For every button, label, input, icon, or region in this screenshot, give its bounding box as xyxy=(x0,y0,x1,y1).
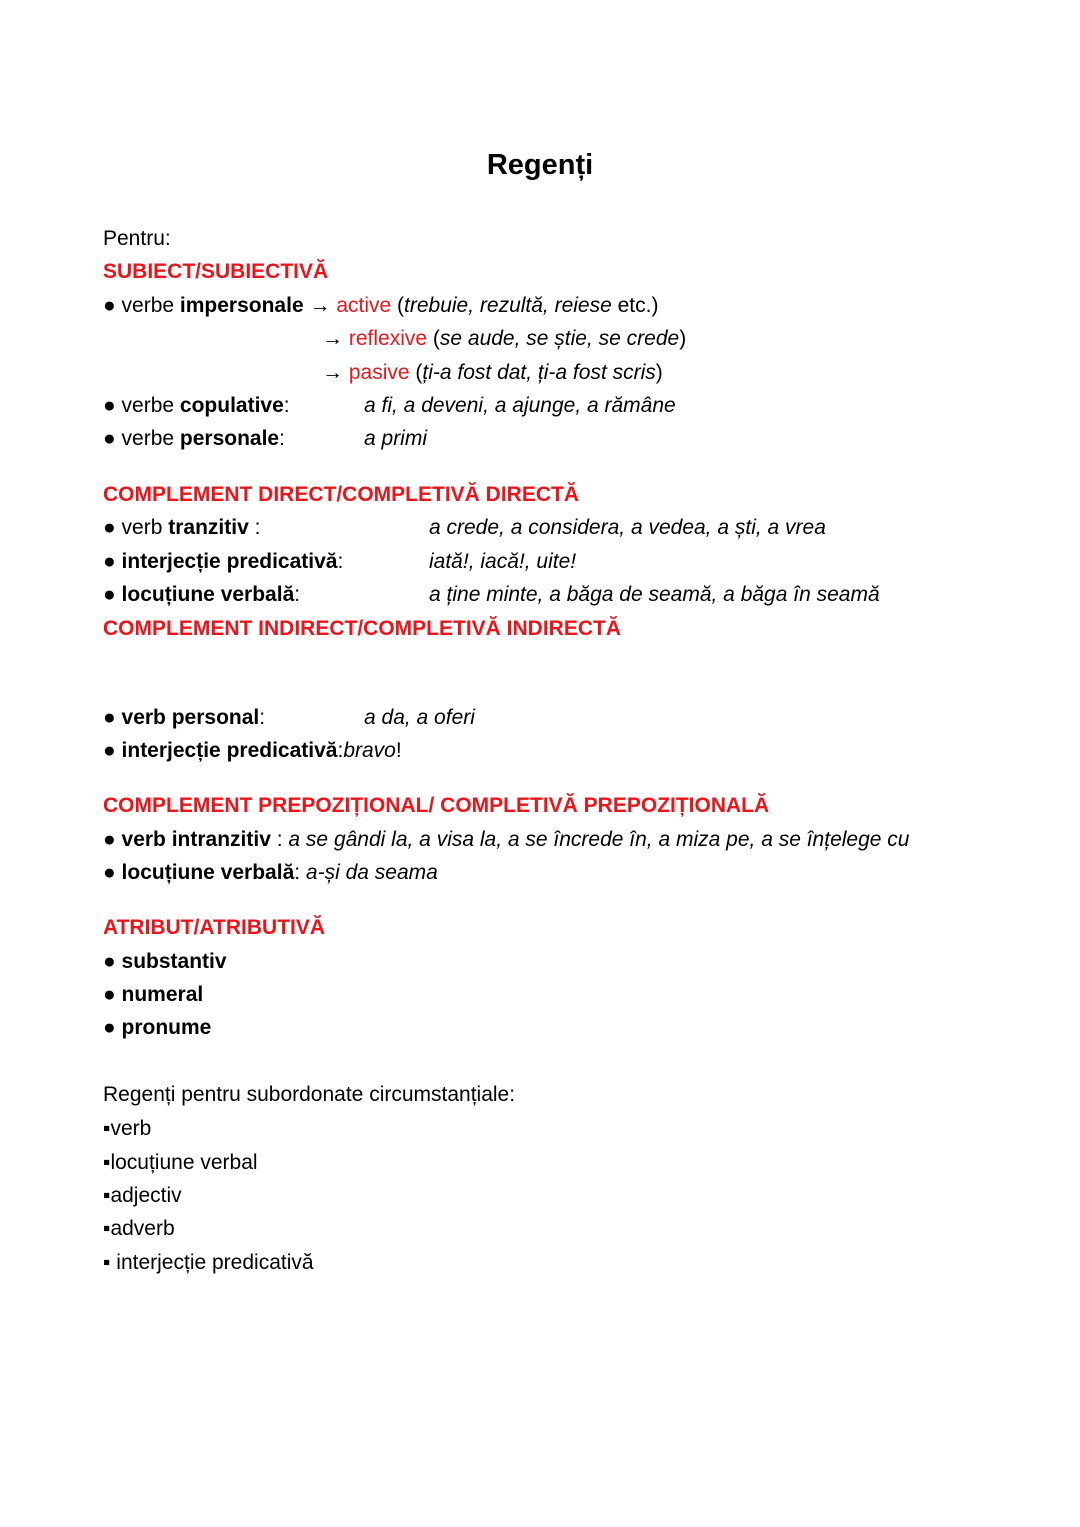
label-bold: personale xyxy=(179,427,280,450)
paren-open: ( xyxy=(409,361,423,384)
section-heading-subiect: SUBIECT/SUBIECTIVĂ xyxy=(103,260,329,283)
paren-close: etc.) xyxy=(611,294,659,317)
bullet: ● xyxy=(103,1016,116,1039)
atribut-label: substantiv xyxy=(121,950,227,973)
colon: : xyxy=(279,427,285,450)
subiect-pasive-row xyxy=(322,358,663,388)
label-prefix: verb xyxy=(121,516,163,539)
label-prefix: verbe xyxy=(121,294,175,317)
ci-item-1 xyxy=(103,703,265,733)
examples: trebuie, rezultă, reiese xyxy=(404,294,612,317)
atribut-label: numeral xyxy=(121,983,204,1006)
label-prefix: verbe xyxy=(121,427,175,450)
circumstantiale-intro: Regenți pentru subordonate circumstanțiale: xyxy=(103,1083,516,1106)
arrow: → xyxy=(322,327,343,350)
cp-item-1 xyxy=(103,825,909,855)
exclamation: ! xyxy=(395,739,402,762)
circumstantiale-label: adverb xyxy=(110,1217,175,1240)
examples: se aude, se știe, se crede xyxy=(439,327,680,350)
colon: : xyxy=(270,828,289,851)
label-prefix: verbe xyxy=(121,394,175,417)
circumstantiale-item xyxy=(103,1248,314,1278)
bullet: ● xyxy=(103,983,116,1006)
bullet: ● xyxy=(103,294,116,317)
paren-open: ( xyxy=(427,327,440,350)
circumstantiale-item xyxy=(103,1214,175,1244)
examples: a-și da seama xyxy=(305,861,438,884)
intro-text: Pentru: xyxy=(103,227,171,250)
bullet: ● xyxy=(103,739,116,762)
examples: ți-a fost dat, ți-a fost scris xyxy=(422,361,656,384)
atribut-label: pronume xyxy=(121,1016,212,1039)
bullet: ● xyxy=(103,861,116,884)
bullet: ● xyxy=(103,828,116,851)
voice-label: pasive xyxy=(348,361,410,384)
label-bold: locuțiune verbală xyxy=(121,583,295,606)
label-bold: interjecție predicativă xyxy=(121,550,338,573)
subiect-impersonale-row xyxy=(103,291,658,321)
ci-item-1-examples: a da, a oferi xyxy=(364,706,475,729)
arrow: → xyxy=(322,361,343,384)
circumstantiale-item xyxy=(103,1148,258,1178)
circumstantiale-item xyxy=(103,1181,182,1211)
bullet: ● xyxy=(103,583,116,606)
voice-label: reflexive xyxy=(348,327,428,350)
bullet: ● xyxy=(103,394,116,417)
label-bold: interjecție predicativă xyxy=(121,739,338,762)
label-bold: locuțiune verbală xyxy=(121,861,295,884)
cd-item-3-examples: a ține minte, a băga de seamă, a băga în seamă xyxy=(429,583,880,606)
section-heading-complement-direct: COMPLEMENT DIRECT/COMPLETIVĂ DIRECTĂ xyxy=(103,483,579,506)
subiect-copulative-row xyxy=(103,391,290,421)
bullet: ● xyxy=(103,706,116,729)
circumstantiale-label: locuțiune verbal xyxy=(110,1151,258,1174)
bullet: ● xyxy=(103,950,116,973)
arrow: → xyxy=(309,294,331,317)
label-bold: verb intranzitiv xyxy=(121,828,271,851)
section-heading-complement-prepozitional: COMPLEMENT PREPOZIȚIONAL/ COMPLETIVĂ PREPOZIȚIONALĂ xyxy=(103,794,770,817)
circumstantiale-label: verb xyxy=(110,1117,152,1140)
cp-item-2 xyxy=(103,858,438,888)
paren-open: ( xyxy=(397,294,405,317)
personale-examples: a primi xyxy=(364,427,428,450)
subiect-reflexive-row xyxy=(322,324,686,354)
colon: : xyxy=(337,739,344,762)
colon: : xyxy=(337,550,344,573)
voice-label: active xyxy=(336,294,392,317)
cd-item-2-examples: iată!, iacă!, uite! xyxy=(429,550,577,573)
paren-close: ) xyxy=(655,361,663,384)
colon: : xyxy=(248,516,261,539)
colon: : xyxy=(259,706,266,729)
cd-item-3 xyxy=(103,580,300,610)
circumstantiale-item xyxy=(103,1114,151,1144)
atribut-item xyxy=(103,980,203,1010)
colon: : xyxy=(294,583,301,606)
paren-close: ) xyxy=(679,327,687,350)
label-bold: copulative xyxy=(179,394,284,417)
circumstantiale-label: adjectiv xyxy=(110,1184,182,1207)
colon: : xyxy=(283,394,290,417)
section-heading-atribut: ATRIBUT/ATRIBUTIVĂ xyxy=(103,916,326,939)
ci-item-2 xyxy=(103,736,402,766)
atribut-item xyxy=(103,947,227,977)
label-bold: verb personal xyxy=(121,706,260,729)
label-bold: tranzitiv xyxy=(168,516,249,539)
section-heading-complement-indirect: COMPLEMENT INDIRECT/COMPLETIVĂ INDIRECTĂ xyxy=(103,617,621,640)
cd-item-1-examples: a crede, a considera, a vedea, a ști, a vrea xyxy=(429,516,826,539)
atribut-item xyxy=(103,1013,211,1043)
page-title: Regenți xyxy=(486,149,594,181)
bullet: ● xyxy=(103,516,116,539)
copulative-examples: a fi, a deveni, a ajunge, a rămâne xyxy=(364,394,676,417)
examples: a se gândi la, a visa la, a se încrede în, a miza pe, a se înțelege cu xyxy=(288,828,910,851)
bullet: ● xyxy=(103,427,116,450)
examples: bravo xyxy=(343,739,396,762)
subiect-personale-row xyxy=(103,424,285,454)
label-bold: impersonale xyxy=(179,294,304,317)
colon: : xyxy=(294,861,306,884)
cd-item-1 xyxy=(103,513,260,543)
cd-item-2 xyxy=(103,547,343,577)
bullet: ● xyxy=(103,550,116,573)
circumstantiale-label: interjecție predicativă xyxy=(110,1251,314,1274)
